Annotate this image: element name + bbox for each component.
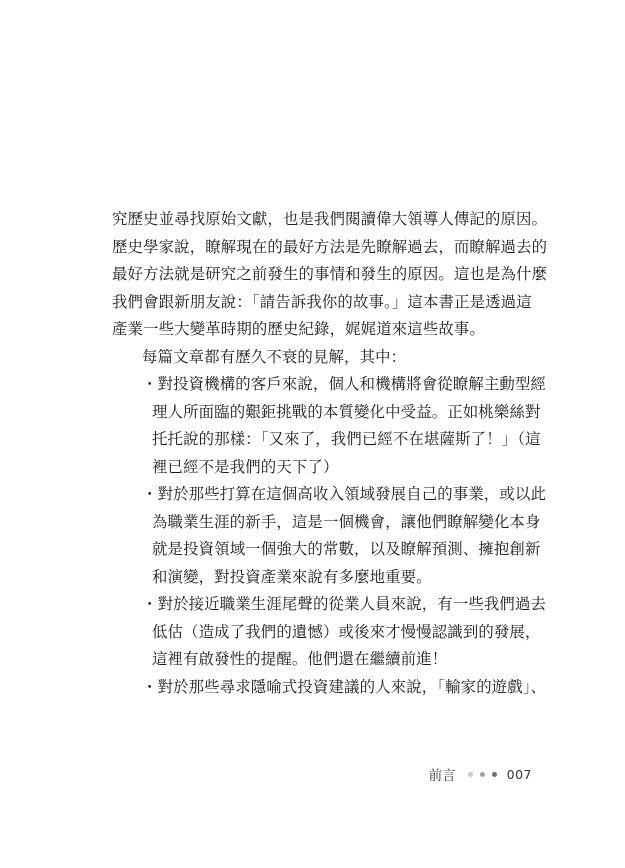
text-line: 產業一些大變革時期的歷史紀錄，娓娓道來這些故事。 xyxy=(112,320,485,338)
text-line: 和演變，對投資產業來說有多麼地重要。 xyxy=(152,567,432,586)
text-line: 托托說的那樣：「又來了，我們已經不在堪薩斯了！」（這 xyxy=(152,430,541,448)
footer-dot-icon xyxy=(468,772,473,777)
text-line: 最好方法就是研究之前發生的事情和發生的原因。這也是為什麼 xyxy=(112,265,548,283)
bullet-line: ・對於那些打算在這個高收入領域發展自己的事業，或以此 xyxy=(142,485,547,503)
text-line: 每篇文章都有歷久不衰的見解，其中： xyxy=(142,347,407,366)
page-number: 007 xyxy=(506,766,532,782)
footer-section-label: 前言 xyxy=(428,768,456,784)
footer-dot-icon xyxy=(492,772,497,777)
bullet-line: ・對投資機構的客戶來說，個人和機構將會從瞭解主動型經 xyxy=(142,375,547,393)
text-line: 理人所面臨的艱鉅挑戰的本質變化中受益。正如桃樂絲對 xyxy=(152,402,541,421)
text-line: 我們會跟新朋友說：「請告訴我你的故事。」這本書正是透過這 xyxy=(112,292,532,311)
text-line: 這裡有啟發性的提醒。他們還在繼續前進！ xyxy=(152,650,448,668)
text-line: 為職業生涯的新手，這是一個機會，讓他們瞭解變化本身 xyxy=(152,512,541,531)
footer-dots-ornament xyxy=(468,772,497,777)
footer-dot-icon xyxy=(480,772,485,777)
text-line: 就是投資領域一個強大的常數，以及瞭解預測、擁抱創新 xyxy=(152,540,541,558)
text-line: 究歷史並尋找原始文獻，也是我們閱讀偉大領導人傳記的原因。 xyxy=(112,210,548,228)
bullet-line: ・對於接近職業生涯尾聲的從業人員來說，有一些我們過去 xyxy=(142,595,547,613)
text-line: 歷史學家說，瞭解現在的最好方法是先瞭解過去，而瞭解過去的 xyxy=(112,237,548,256)
body-text xyxy=(112,206,548,701)
bullet-line: ・對於那些尋求隱喻式投資建議的人來說，「輸家的遊戲」、 xyxy=(142,677,547,696)
page-footer xyxy=(420,764,532,784)
text-line: 低估（造成了我們的遺憾）或後來才慢慢認識到的發展， xyxy=(152,622,541,641)
text-line: 裡已經不是我們的天下了） xyxy=(152,457,339,476)
